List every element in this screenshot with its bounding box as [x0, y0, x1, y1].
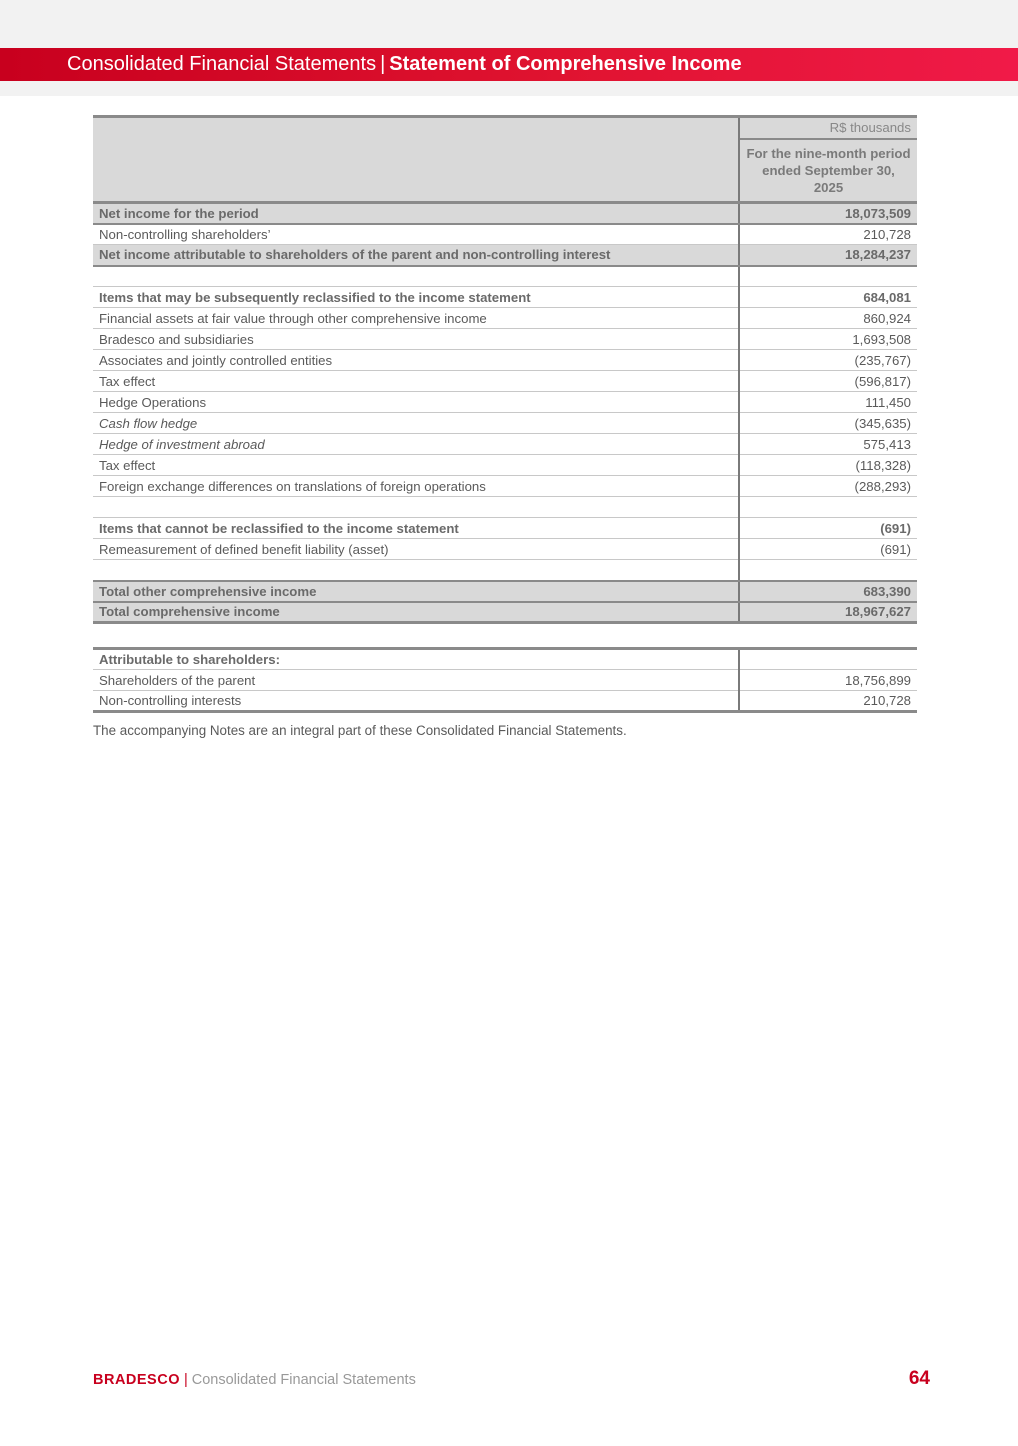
row-label: Associates and jointly controlled entities	[93, 350, 739, 371]
attributable-heading-row	[93, 649, 917, 670]
row-value: (345,635)	[739, 413, 917, 434]
table-row	[93, 392, 917, 413]
table-row	[93, 308, 917, 329]
table-row	[93, 287, 917, 308]
table-row	[93, 518, 917, 539]
row-label: Items that may be subsequently reclassified to the income statement	[93, 287, 739, 308]
table-row	[93, 203, 917, 224]
table-row	[93, 670, 917, 691]
attributable-heading: Attributable to shareholders:	[93, 649, 739, 670]
row-label: Financial assets at fair value through other comprehensive income	[93, 308, 739, 329]
spacer-row	[93, 560, 917, 581]
footer-brand: BRADESCO	[93, 1372, 180, 1388]
period-column-header: For the nine-month period ended September 30, 2025	[739, 139, 917, 203]
row-value: (691)	[739, 518, 917, 539]
page-title-bar	[0, 48, 1018, 81]
table-row	[93, 245, 917, 266]
row-label: Foreign exchange differences on translations of foreign operations	[93, 476, 739, 497]
row-value: 111,450	[739, 392, 917, 413]
title-separator: |	[380, 53, 386, 75]
row-value: 683,390	[739, 581, 917, 602]
table-row	[93, 455, 917, 476]
page-title: Statement of Comprehensive Income	[389, 53, 742, 75]
row-value: 684,081	[739, 287, 917, 308]
row-label: Items that cannot be reclassified to the income statement	[93, 518, 739, 539]
table-row	[93, 350, 917, 371]
footer	[93, 1372, 416, 1388]
table-row	[93, 602, 917, 623]
row-value: 18,073,509	[739, 203, 917, 224]
row-label: Tax effect	[93, 455, 739, 476]
row-value: 18,756,899	[739, 670, 917, 691]
footer-separator: |	[183, 1372, 188, 1388]
table-row	[93, 691, 917, 712]
row-value: 210,728	[739, 224, 917, 245]
table-row	[93, 371, 917, 392]
unit-label: R$ thousands	[739, 117, 917, 139]
section-title: Consolidated Financial Statements	[67, 53, 377, 75]
spacer-row	[93, 266, 917, 287]
row-label: Hedge of investment abroad	[93, 434, 739, 455]
table-header-unit-row	[93, 117, 917, 139]
table-row	[93, 434, 917, 455]
row-label: Total comprehensive income	[93, 602, 739, 623]
page-number: 64	[908, 1368, 930, 1389]
footer-text: Consolidated Financial Statements	[191, 1372, 416, 1388]
row-label: Cash flow hedge	[93, 413, 739, 434]
header-blank-cell	[93, 117, 739, 203]
table-row	[93, 413, 917, 434]
comprehensive-income-table	[93, 115, 917, 624]
row-value: (288,293)	[739, 476, 917, 497]
table-row	[93, 476, 917, 497]
row-label: Shareholders of the parent	[93, 670, 739, 691]
row-label: Net income for the period	[93, 203, 739, 224]
row-value: 860,924	[739, 308, 917, 329]
row-label: Bradesco and subsidiaries	[93, 329, 739, 350]
row-label: Tax effect	[93, 371, 739, 392]
table-row	[93, 224, 917, 245]
row-label: Hedge Operations	[93, 392, 739, 413]
row-value: (235,767)	[739, 350, 917, 371]
table-row	[93, 329, 917, 350]
table-row	[93, 539, 917, 560]
row-label: Non-controlling interests	[93, 691, 739, 712]
attributable-table	[93, 647, 917, 713]
row-value: 575,413	[739, 434, 917, 455]
row-label: Remeasurement of defined benefit liability (asset)	[93, 539, 739, 560]
row-value: 1,693,508	[739, 329, 917, 350]
row-value: 210,728	[739, 691, 917, 712]
notes-disclaimer: The accompanying Notes are an integral part of these Consolidated Financial Statements.	[93, 723, 627, 738]
row-value: (118,328)	[739, 455, 917, 476]
row-label: Non-controlling shareholders’	[93, 224, 739, 245]
row-label: Total other comprehensive income	[93, 581, 739, 602]
row-value: (691)	[739, 539, 917, 560]
table-row	[93, 581, 917, 602]
row-value: 18,284,237	[739, 245, 917, 266]
row-label: Net income attributable to shareholders of the parent and non-controlling interest	[93, 245, 739, 266]
row-value: 18,967,627	[739, 602, 917, 623]
spacer-row	[93, 497, 917, 518]
row-value: (596,817)	[739, 371, 917, 392]
